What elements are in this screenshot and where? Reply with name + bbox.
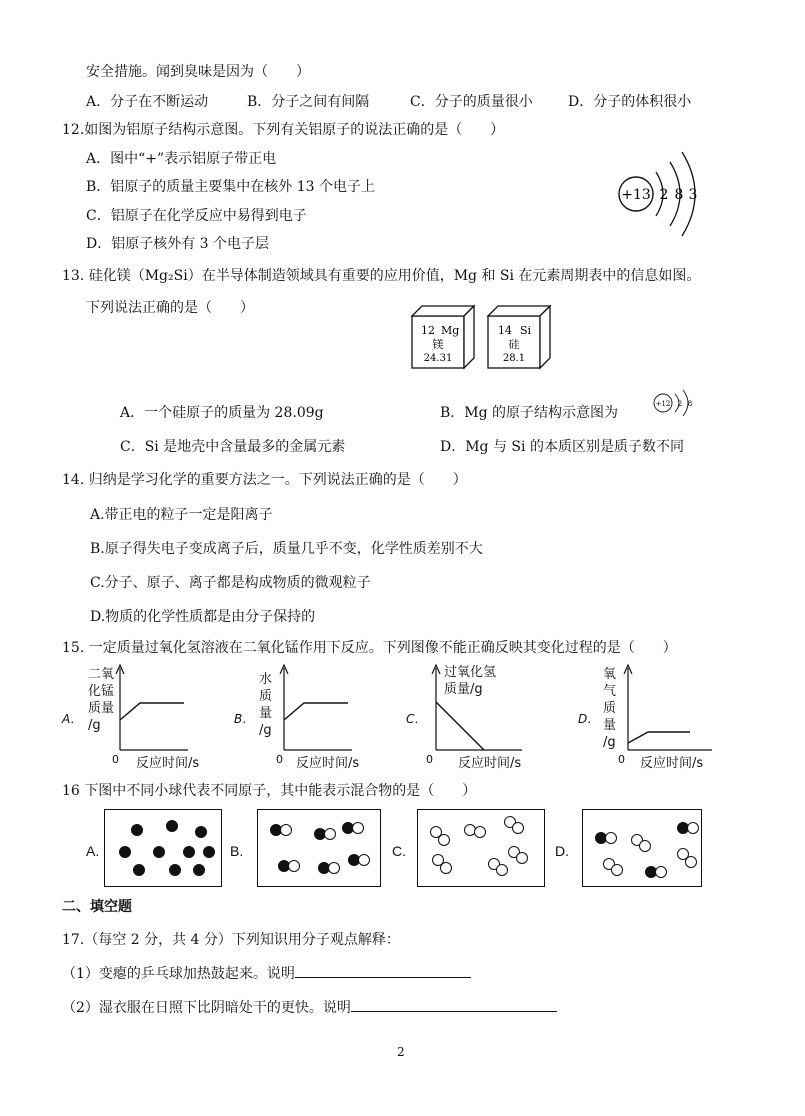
q13-stem-line1: 13. 硅化镁（Mg₂Si）在半导体制造领域具有重要的应用价值，Mg 和 Si 在元素周期表中的信息如图。 (62, 268, 701, 284)
filled-atom (193, 864, 205, 876)
shell-2-count: 8 (674, 187, 684, 203)
q11-option-d: D．分子的体积很小 (568, 94, 692, 110)
graph-c-origin: 0 (426, 753, 433, 766)
graph-c-curve (436, 702, 484, 750)
q14-stem: 14. 归纳是学习化学的重要方法之一。下列说法正确的是（ ） (62, 472, 467, 488)
q11-option-a: A．分子在不断运动 (86, 94, 209, 110)
graph-b-ylabel-3: 量 (259, 706, 273, 721)
mg-symbol: Mg (441, 324, 460, 337)
hollow-atom (438, 834, 450, 846)
q13-stem-line2: 下列说法正确的是（ ） (86, 300, 254, 316)
q16-letter-d: D. (555, 843, 569, 859)
graph-b-plot (276, 662, 356, 754)
q14-option-d: D.物质的化学性质都是由分子保持的 (90, 609, 316, 625)
q11-stem-tail: 安全措施。闻到臭味是因为（ ） (86, 64, 310, 80)
filled-atom (119, 846, 131, 858)
graph-b-letter: B． (234, 712, 255, 726)
hollow-atom (288, 860, 300, 872)
hollow-atom (516, 852, 528, 864)
q14-option-a: A.带正电的粒子一定是阳离子 (90, 507, 273, 523)
si-atomic-number: 14 (498, 324, 512, 337)
filled-atom (203, 846, 215, 858)
graph-b-ylabel-1: 水 (259, 672, 273, 687)
filled-atom (131, 824, 143, 836)
hollow-atom (324, 828, 336, 840)
q14-option-b: B.原子得失电子变成离子后，质量几乎不变，化学性质差别不大 (90, 541, 483, 557)
si-name: 硅 (508, 338, 520, 351)
mg-atom-structure-diagram (652, 386, 700, 420)
hollow-atom (358, 854, 370, 866)
page-number: 2 (397, 1045, 405, 1059)
q16-letter-b: B. (230, 843, 244, 859)
graph-d-ylabel-5: /g (603, 735, 616, 750)
graph-b-ylabel-4: /g (259, 723, 272, 738)
graph-a-ylabel-2: 化锰 (88, 684, 115, 699)
graph-c-ylabel-2: 质量/g (444, 682, 483, 697)
graph-d-ylabel-1: 氧 (603, 667, 617, 682)
q12-option-c: C．铝原子在化学反应中易得到电子 (86, 208, 307, 224)
graph-b-xlabel: 反应时间/s (296, 756, 360, 771)
graph-a-origin: 0 (112, 753, 119, 766)
q16-box-d (582, 809, 702, 887)
q17-item2-row (62, 997, 557, 1017)
si-symbol: Si (520, 324, 532, 337)
q17-item1-text: （1）变瘪的乒乓球加热鼓起来。说明 (62, 966, 295, 982)
graph-b-ylabel-2: 质 (259, 689, 273, 704)
q13-option-b: B．Mg 的原子结构示意图为 (440, 405, 619, 421)
q13-option-a: A．一个硅原子的质量为 28.09g (120, 405, 324, 421)
filled-atom (195, 826, 207, 838)
si-atomic-mass: 28.1 (502, 353, 526, 364)
hollow-atom (328, 862, 340, 874)
filled-atom (169, 864, 181, 876)
hollow-atom (440, 862, 452, 874)
q17-stem: 17.（每空 2 分，共 4 分）下列知识用分子观点解释： (62, 932, 400, 948)
mg-cell-side (464, 306, 474, 368)
filled-atom (153, 846, 165, 858)
q17-answer-blank-1[interactable] (295, 963, 471, 978)
q16-box-c (417, 809, 545, 887)
hollow-atom (352, 822, 364, 834)
q17-item2-text: （2）湿衣服在日照下比阴暗处干的更快。说明 (62, 1000, 351, 1016)
q14-option-c: C.分子、原子、离子都是构成物质的微观粒子 (90, 575, 371, 591)
graph-d-plot (620, 662, 716, 754)
graph-c-ylabel-1: 过氧化氢 (444, 665, 497, 680)
graph-d-origin: 0 (618, 753, 625, 766)
graph-a-plot (112, 662, 192, 754)
graph-d-ylabel-3: 质 (603, 701, 617, 716)
shell-3-count: 3 (688, 187, 698, 203)
q12-option-d: D．铝原子核外有 3 个电子层 (86, 236, 270, 252)
periodic-table-cells (408, 300, 558, 372)
hollow-atom (496, 864, 508, 876)
hollow-atom (512, 822, 524, 834)
graph-a-ylabel-1: 二氧 (88, 667, 115, 682)
q12-option-a: A．图中“+”表示铝原子带正电 (86, 151, 277, 167)
graph-d-curve (628, 732, 690, 743)
shell-1-count: 2 (659, 187, 669, 203)
hollow-atom (605, 832, 617, 844)
graph-b-origin: 0 (276, 753, 283, 766)
graph-a-letter: A． (62, 712, 83, 726)
graph-c-xlabel: 反应时间/s (458, 756, 522, 771)
hollow-atom (474, 826, 486, 838)
aluminum-atom-structure-diagram (612, 148, 702, 240)
si-cell-side (540, 306, 550, 368)
q16-letter-c: C. (392, 843, 406, 859)
mg-nucleus-charge: +12 (655, 400, 671, 408)
graph-b-curve (284, 703, 348, 720)
graph-d-ylabel-2: 气 (603, 684, 617, 699)
graph-a-ylabel-4: /g (88, 718, 101, 733)
q11-option-c: C．分子的质量很小 (410, 94, 533, 110)
q13-option-d: D．Mg 与 Si 的本质区别是质子数不同 (440, 439, 684, 455)
filled-atom (183, 846, 195, 858)
hollow-atom (685, 856, 697, 868)
nucleus-charge: +13 (621, 187, 651, 203)
filled-atom (133, 864, 145, 876)
hollow-atom (655, 866, 667, 878)
filled-atom (166, 820, 178, 832)
q12-option-b: B．铝原子的质量主要集中在核外 13 个电子上 (86, 179, 376, 195)
graph-a-xlabel: 反应时间/s (136, 756, 200, 771)
q16-letter-a: A. (86, 843, 100, 859)
hollow-atom (280, 824, 292, 836)
q16-box-b (257, 809, 381, 887)
q15-stem: 15. 一定质量过氧化氢溶液在二氧化锰作用下反应。下列图像不能正确反映其变化过程的是（ ） (62, 640, 677, 656)
graph-d-xlabel: 反应时间/s (640, 756, 704, 771)
mg-name: 镁 (432, 338, 444, 351)
mg-shell-2-count: 8 (687, 400, 693, 408)
q17-item1-row (62, 963, 471, 983)
graph-c-letter: C． (406, 712, 427, 726)
q11-option-b: B．分子之间有间隔 (247, 94, 370, 110)
graph-d-ylabel-4: 量 (603, 718, 617, 733)
q16-box-a (104, 809, 222, 887)
graph-a-ylabel-3: 质量 (88, 701, 115, 716)
mg-atomic-mass: 24.31 (423, 353, 453, 364)
mg-atomic-number: 12 (421, 324, 435, 337)
hollow-atom (687, 822, 699, 834)
hollow-atom (639, 840, 651, 852)
q12-stem: 12.如图为铝原子结构示意图。下列有关铝原子的说法正确的是（ ） (62, 122, 505, 138)
q16-stem: 16 下图中不同小球代表不同原子，其中能表示混合物的是（ ） (62, 783, 477, 799)
section-title: 二、填空题 (62, 899, 132, 915)
graph-a-curve (120, 703, 184, 720)
q13-option-c: C．Si 是地壳中含量最多的金属元素 (120, 439, 346, 455)
q17-answer-blank-2[interactable] (351, 997, 557, 1012)
graph-c-plot (426, 662, 526, 754)
hollow-atom (611, 864, 623, 876)
mg-shell-1-count: 2 (677, 400, 683, 408)
graph-d-letter: D． (578, 712, 600, 726)
